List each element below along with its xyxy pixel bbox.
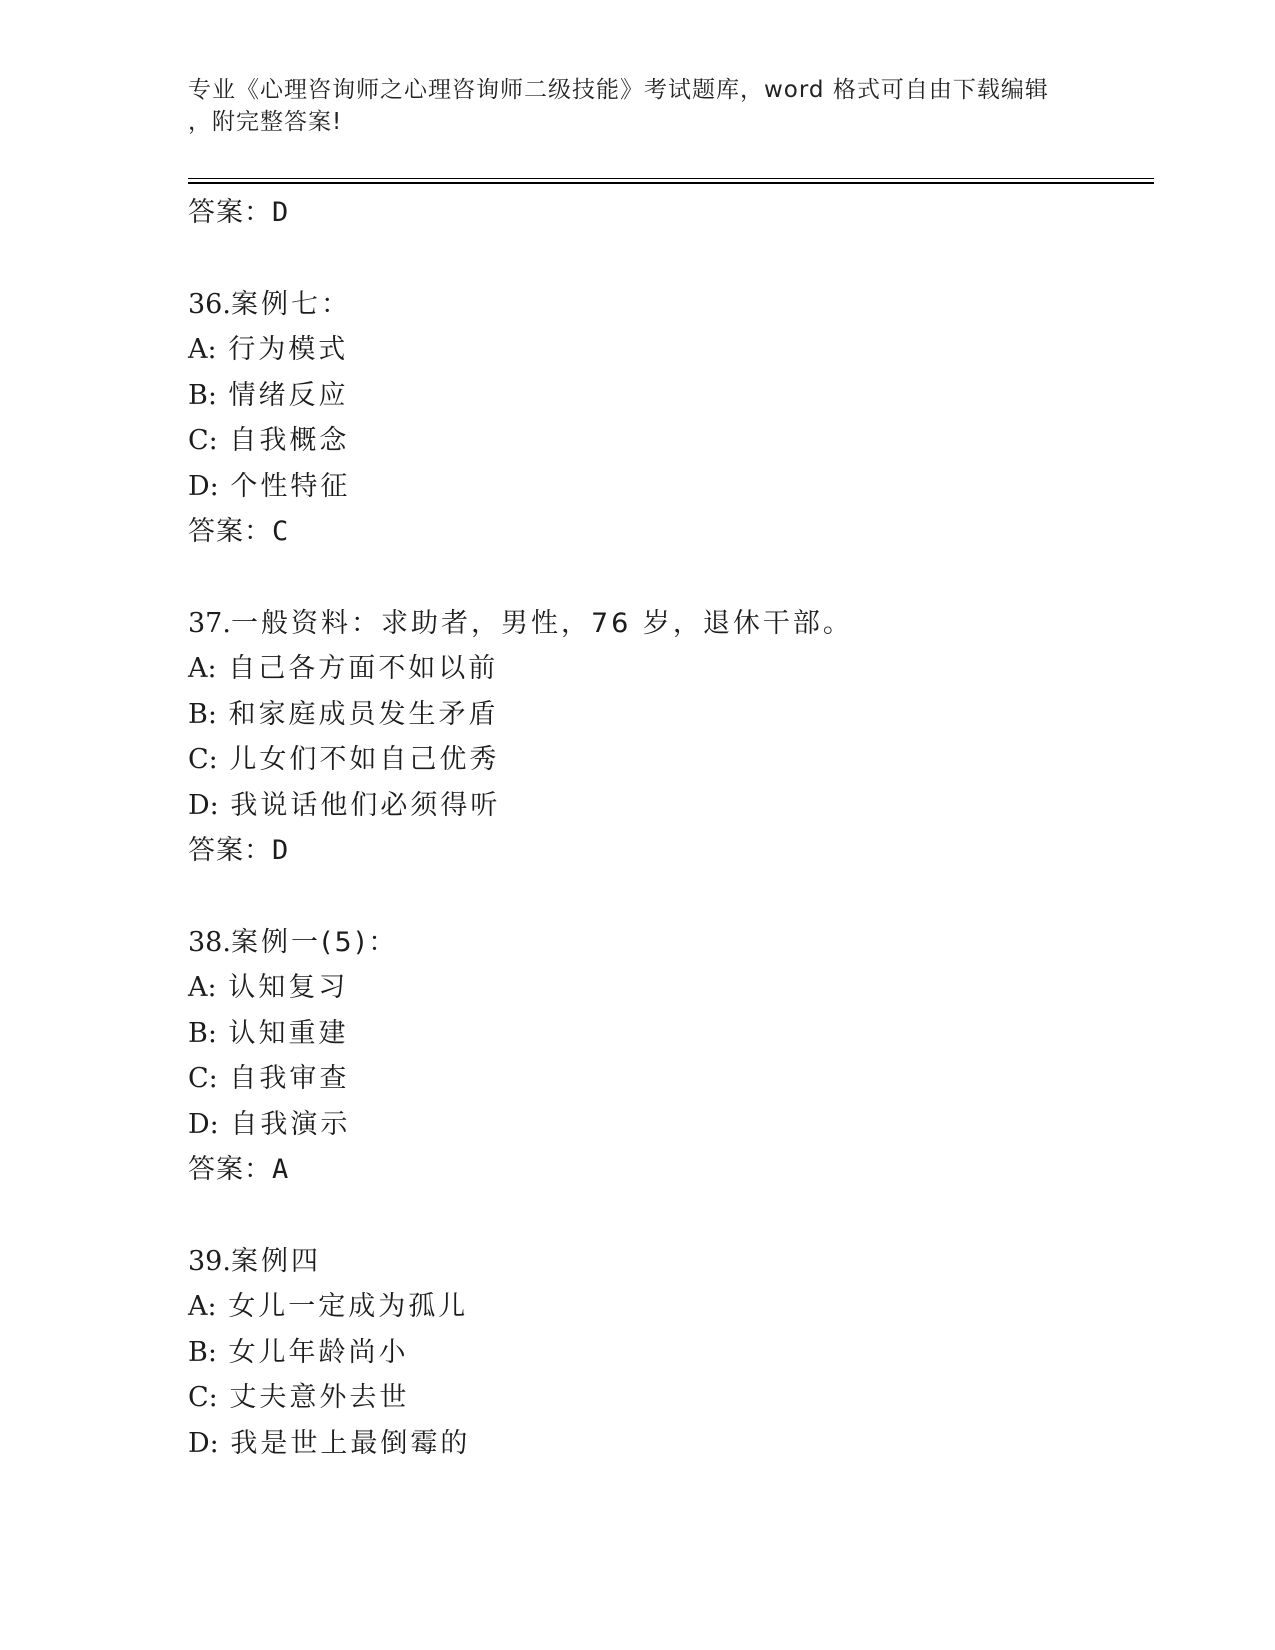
question-stem: [188, 920, 1148, 966]
question-block: [188, 601, 1148, 874]
option-a: A: 自己各方面不如以前: [188, 653, 499, 684]
option-b: B: 情绪反应: [188, 379, 349, 411]
question-stem: [188, 1239, 1148, 1285]
answer-label: 答案：: [188, 835, 272, 866]
spacer: [188, 874, 1148, 920]
answer-value: A: [272, 1154, 290, 1185]
option-d: D: 个性特征: [188, 470, 351, 502]
option-d: D: 我说话他们必须得听: [188, 789, 501, 821]
option-c: C: 儿女们不如自己优秀: [188, 744, 500, 775]
header-divider-thick: [188, 182, 1154, 184]
option-a: A: 女儿一定成为孤儿: [188, 1291, 469, 1322]
answer-label: 答案：: [188, 197, 272, 228]
answer-line: [188, 190, 1148, 236]
spacer: [188, 236, 1148, 282]
header-line-2: ，附完整答案!: [188, 109, 343, 135]
answer-label: 答案：: [188, 516, 272, 547]
option-b: B: 认知重建: [188, 1017, 349, 1049]
question-block: [188, 1239, 1148, 1467]
answer-line: [188, 828, 1148, 874]
option-a: A: 认知复习: [188, 972, 349, 1003]
question-list: [188, 190, 1148, 1466]
question-number: 36.: [188, 288, 231, 320]
option-b: B: 和家庭成员发生矛盾: [188, 698, 499, 730]
option-d: D: 自我演示: [188, 1108, 351, 1140]
option-a: A: 行为模式: [188, 334, 349, 365]
option-d: D: 我是世上最倒霉的: [188, 1427, 471, 1459]
answer-value: C: [272, 516, 290, 547]
answer-value: D: [272, 835, 290, 866]
question-text: 案例七：: [230, 288, 351, 320]
answer-line: [188, 1147, 1148, 1193]
question-stem: [188, 282, 1148, 328]
question-text: 案例四: [230, 1245, 321, 1277]
header-divider-thin: [188, 178, 1154, 179]
question-text: 案例一(5)：: [230, 926, 399, 958]
option-c: C: 自我概念: [188, 425, 350, 456]
spacer: [188, 1193, 1148, 1239]
question-block: [188, 282, 1148, 555]
question-number: 38.: [188, 926, 231, 958]
question-stem: [188, 601, 1148, 647]
answer-label: 答案：: [188, 1154, 272, 1185]
option-c: C: 自我审查: [188, 1063, 350, 1094]
question-block: [188, 920, 1148, 1193]
document-header: [188, 74, 1088, 138]
option-c: C: 丈夫意外去世: [188, 1382, 410, 1413]
answer-value: D: [272, 197, 290, 228]
header-line-1: 专业《心理咨询师之心理咨询师二级技能》考试题库，word 格式可自由下载编辑: [188, 77, 1049, 103]
answer-line: [188, 509, 1148, 555]
question-text: 一般资料：求助者，男性，76 岁，退休干部。: [230, 607, 853, 639]
option-b: B: 女儿年龄尚小: [188, 1336, 409, 1368]
spacer: [188, 555, 1148, 601]
question-number: 37.: [188, 607, 231, 639]
question-number: 39.: [188, 1245, 231, 1277]
